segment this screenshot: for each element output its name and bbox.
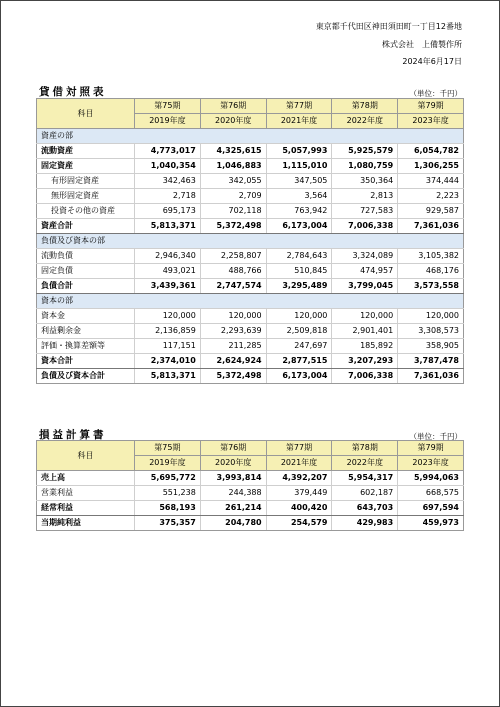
row-label: 評価・換算差額等 [37, 339, 135, 354]
section-label: 資本の部 [37, 294, 464, 309]
value-cell: 5,813,371 [135, 369, 201, 384]
period-header: 第77期 [266, 441, 332, 456]
row-label: 固定資産 [37, 159, 135, 174]
year-header: 2021年度 [266, 456, 332, 471]
value-cell: 379,449 [266, 486, 332, 501]
value-cell: 2,946,340 [135, 249, 201, 264]
value-cell: 643,703 [332, 501, 398, 516]
section-row [37, 129, 464, 144]
value-cell: 3,308,573 [398, 324, 464, 339]
value-cell: 7,006,338 [332, 369, 398, 384]
value-cell: 510,845 [266, 264, 332, 279]
value-cell: 2,877,515 [266, 354, 332, 369]
table-row [37, 471, 464, 486]
value-cell: 2,709 [200, 189, 266, 204]
value-cell: 468,176 [398, 264, 464, 279]
value-cell: 3,799,045 [332, 279, 398, 294]
value-cell: 2,747,574 [200, 279, 266, 294]
value-cell: 474,957 [332, 264, 398, 279]
year-header: 2020年度 [200, 456, 266, 471]
value-cell: 375,357 [135, 516, 201, 531]
value-cell: 120,000 [266, 309, 332, 324]
value-cell: 668,575 [398, 486, 464, 501]
value-cell: 5,372,498 [200, 369, 266, 384]
value-cell: 4,325,615 [200, 144, 266, 159]
value-cell: 342,463 [135, 174, 201, 189]
value-cell: 3,207,293 [332, 354, 398, 369]
value-cell: 247,697 [266, 339, 332, 354]
value-cell: 3,564 [266, 189, 332, 204]
value-cell: 3,573,558 [398, 279, 464, 294]
row-label: 経常利益 [37, 501, 135, 516]
value-cell: 5,994,063 [398, 471, 464, 486]
value-cell: 2,813 [332, 189, 398, 204]
row-label: 当期純利益 [37, 516, 135, 531]
value-cell: 929,587 [398, 204, 464, 219]
table-row [37, 354, 464, 369]
value-cell: 568,193 [135, 501, 201, 516]
value-cell: 120,000 [398, 309, 464, 324]
value-cell: 2,718 [135, 189, 201, 204]
table-row [37, 369, 464, 384]
period-header: 第75期 [135, 441, 201, 456]
value-cell: 3,295,489 [266, 279, 332, 294]
value-cell: 211,285 [200, 339, 266, 354]
value-cell: 5,695,772 [135, 471, 201, 486]
company-address: 東京都千代田区神田須田町一丁目12番地 [315, 22, 462, 31]
period-header: 第78期 [332, 99, 398, 114]
value-cell: 358,905 [398, 339, 464, 354]
row-label: 投資その他の資産 [37, 204, 135, 219]
value-cell: 350,364 [332, 174, 398, 189]
value-cell: 697,594 [398, 501, 464, 516]
row-label: 利益剰余金 [37, 324, 135, 339]
value-cell: 695,173 [135, 204, 201, 219]
year-header: 2022年度 [332, 456, 398, 471]
company-name: 株式会社 上備製作所 [382, 40, 462, 49]
period-header: 第77期 [266, 99, 332, 114]
value-cell: 702,118 [200, 204, 266, 219]
section-row [37, 234, 464, 249]
period-header: 第75期 [135, 99, 201, 114]
year-header: 2019年度 [135, 456, 201, 471]
subject-header: 科目 [37, 99, 135, 129]
table-row [37, 309, 464, 324]
value-cell: 6,173,004 [266, 369, 332, 384]
table-row [37, 219, 464, 234]
value-cell: 7,361,036 [398, 369, 464, 384]
year-header: 2022年度 [332, 114, 398, 129]
value-cell: 120,000 [200, 309, 266, 324]
table-row [37, 264, 464, 279]
value-cell: 204,780 [200, 516, 266, 531]
year-header: 2021年度 [266, 114, 332, 129]
value-cell: 429,983 [332, 516, 398, 531]
section-row [37, 294, 464, 309]
income-statement-unit: （単位：千円） [409, 432, 462, 441]
section-label: 負債及び資本の部 [37, 234, 464, 249]
table-row [37, 324, 464, 339]
row-label: 資産合計 [37, 219, 135, 234]
table-row [37, 516, 464, 531]
value-cell: 342,055 [200, 174, 266, 189]
value-cell: 261,214 [200, 501, 266, 516]
value-cell: 3,993,814 [200, 471, 266, 486]
subject-header: 科目 [37, 441, 135, 471]
value-cell: 493,021 [135, 264, 201, 279]
value-cell: 6,054,782 [398, 144, 464, 159]
value-cell: 120,000 [332, 309, 398, 324]
period-header: 第76期 [200, 441, 266, 456]
value-cell: 2,223 [398, 189, 464, 204]
row-label: 売上高 [37, 471, 135, 486]
income-statement-title: 損益計算書 [39, 429, 107, 441]
table-row [37, 174, 464, 189]
value-cell: 2,509,818 [266, 324, 332, 339]
table-row [37, 339, 464, 354]
period-header: 第79期 [398, 99, 464, 114]
value-cell: 2,624,924 [200, 354, 266, 369]
value-cell: 2,901,401 [332, 324, 398, 339]
value-cell: 7,006,338 [332, 219, 398, 234]
row-label: 無形固定資産 [37, 189, 135, 204]
table-row [37, 144, 464, 159]
row-label: 固定負債 [37, 264, 135, 279]
value-cell: 3,105,382 [398, 249, 464, 264]
value-cell: 185,892 [332, 339, 398, 354]
value-cell: 2,136,859 [135, 324, 201, 339]
value-cell: 1,306,255 [398, 159, 464, 174]
value-cell: 3,787,478 [398, 354, 464, 369]
table-row [37, 159, 464, 174]
table-row [37, 279, 464, 294]
value-cell: 6,173,004 [266, 219, 332, 234]
value-cell: 1,080,759 [332, 159, 398, 174]
income-statement-table [36, 440, 464, 531]
value-cell: 1,115,010 [266, 159, 332, 174]
value-cell: 5,925,579 [332, 144, 398, 159]
value-cell: 5,057,993 [266, 144, 332, 159]
value-cell: 5,954,317 [332, 471, 398, 486]
table-row [37, 189, 464, 204]
year-header: 2023年度 [398, 456, 464, 471]
value-cell: 2,374,010 [135, 354, 201, 369]
value-cell: 602,187 [332, 486, 398, 501]
value-cell: 120,000 [135, 309, 201, 324]
value-cell: 2,784,643 [266, 249, 332, 264]
row-label: 負債及び資本合計 [37, 369, 135, 384]
value-cell: 5,813,371 [135, 219, 201, 234]
table-row [37, 204, 464, 219]
year-header: 2020年度 [200, 114, 266, 129]
value-cell: 2,293,639 [200, 324, 266, 339]
value-cell: 551,238 [135, 486, 201, 501]
value-cell: 117,151 [135, 339, 201, 354]
value-cell: 763,942 [266, 204, 332, 219]
value-cell: 5,372,498 [200, 219, 266, 234]
document-date: 2024年6月17日 [402, 57, 462, 66]
value-cell: 2,258,807 [200, 249, 266, 264]
table-row [37, 486, 464, 501]
value-cell: 347,505 [266, 174, 332, 189]
value-cell: 244,388 [200, 486, 266, 501]
value-cell: 7,361,036 [398, 219, 464, 234]
value-cell: 374,444 [398, 174, 464, 189]
value-cell: 1,040,354 [135, 159, 201, 174]
table-row [37, 249, 464, 264]
value-cell: 3,324,089 [332, 249, 398, 264]
row-label: 負債合計 [37, 279, 135, 294]
value-cell: 4,392,207 [266, 471, 332, 486]
section-label: 資産の部 [37, 129, 464, 144]
balance-sheet-title: 貸借対照表 [39, 86, 107, 98]
row-label: 流動負債 [37, 249, 135, 264]
table-row [37, 501, 464, 516]
value-cell: 488,766 [200, 264, 266, 279]
value-cell: 4,773,017 [135, 144, 201, 159]
period-header: 第78期 [332, 441, 398, 456]
balance-sheet-unit: （単位：千円） [409, 89, 462, 98]
year-header: 2019年度 [135, 114, 201, 129]
row-label: 資本金 [37, 309, 135, 324]
row-label: 有形固定資産 [37, 174, 135, 189]
value-cell: 727,583 [332, 204, 398, 219]
row-label: 資本合計 [37, 354, 135, 369]
value-cell: 400,420 [266, 501, 332, 516]
row-label: 営業利益 [37, 486, 135, 501]
balance-sheet-table [36, 98, 464, 384]
value-cell: 459,973 [398, 516, 464, 531]
period-header: 第76期 [200, 99, 266, 114]
value-cell: 3,439,361 [135, 279, 201, 294]
value-cell: 1,046,883 [200, 159, 266, 174]
period-header: 第79期 [398, 441, 464, 456]
value-cell: 254,579 [266, 516, 332, 531]
year-header: 2023年度 [398, 114, 464, 129]
row-label: 流動資産 [37, 144, 135, 159]
